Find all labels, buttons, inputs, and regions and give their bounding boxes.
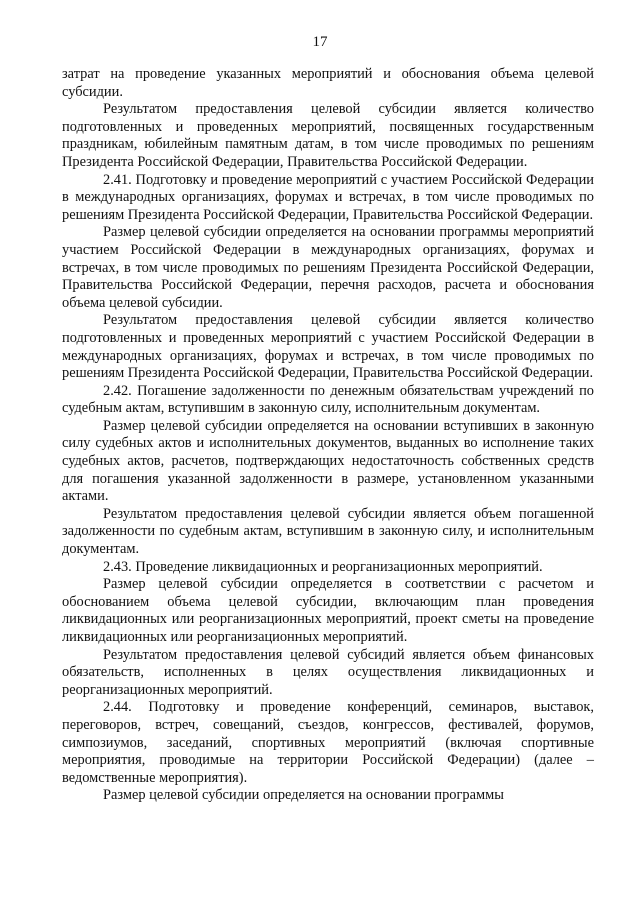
paragraph-size-2-43: Размер целевой субсидии определяется в соответствии с расчетом и обоснованием объема целевой субсидии, включающим план проведения ликвидационных или реорганизационных мероприятий, проект сметы на проведение ликвидационных или реорганизационных мероприятий. <box>62 576 594 645</box>
paragraph-result-2-42: Результатом предоставления целевой субсидии является объем погашенной задолженности по судебным актам, вступившим в законную силу, и исполнительным документам. <box>62 505 594 558</box>
paragraph-result-2-41: Результатом предоставления целевой субсидии является количество подготовленных и проведенных мероприятий с участием Российской Федерации в международных организациях, форумах и встречах, в том числе проводимых по решениям Президента Российской Федерации, Правительства Российской Федерации. <box>62 312 594 382</box>
paragraph-item-2-41: 2.41. Подготовку и проведение мероприятий с участием Российской Федерации в международных организациях, форумах и встречах, в том числе проводимых по решениям Президента Российской Федерации, Правительства Российской Федерации. <box>62 171 594 223</box>
paragraph-item-2-43: 2.43. Проведение ликвидационных и реорганизационных мероприятий. <box>103 558 543 575</box>
paragraph-item-2-44: 2.44. Подготовку и проведение конференций, семинаров, выставок, переговоров, встреч, совещаний, съездов, конгрессов, фестивалей, форумов, симпозиумов, заседаний, спортивных мероприятий (включая спортивные мероприятия, проводимые на территории Российской Федерации) (далее – ведомственные мероприятия). <box>62 699 594 786</box>
paragraph-continuation: затрат на проведение указанных мероприятий и обоснования объема целевой субсидии. <box>62 66 594 100</box>
paragraph-result-2-43: Результатом предоставления целевой субсидий является объем финансовых обязательств, исполненных в целях осуществления ликвидационных и реорганизационных мероприятий. <box>62 646 594 698</box>
page-number: 17 <box>312 34 328 50</box>
paragraph-item-2-42: 2.42. Погашение задолженности по денежным обязательствам учреждений по судебным актам, вступившим в законную силу, исполнительным документам. <box>62 382 594 417</box>
paragraph-size-2-41: Размер целевой субсидии определяется на основании программы мероприятий участием Российской Федерации в международных организациях, форумах и встречах, в том числе проводимых по решениям Президента Российской Федерации, Правительства Российской Федерации, перечня расходов, расчета и обоснования объема целевой субсидии. <box>62 224 594 311</box>
paragraph-size-2-42: Размер целевой субсидии определяется на основании вступивших в законную силу судебных актов и исполнительных документов, выданных во исполнение таких судебных актов, расчетов, подтверждающих недостаточность собственных средств для погашения указанной задолженности в размере, установленном указанными актами. <box>62 417 594 505</box>
paragraph-result-holidays: Результатом предоставления целевой субсидии является количество подготовленных и проведенных мероприятий, посвященных государственным праздникам, юбилейным памятным датам, в том числе проводимых по решениям Президента Российской Федерации, Правительства Российской Федерации. <box>62 101 594 170</box>
document-body <box>62 66 594 805</box>
paragraph-size-2-44: Размер целевой субсидии определяется на основании программы <box>103 787 504 804</box>
